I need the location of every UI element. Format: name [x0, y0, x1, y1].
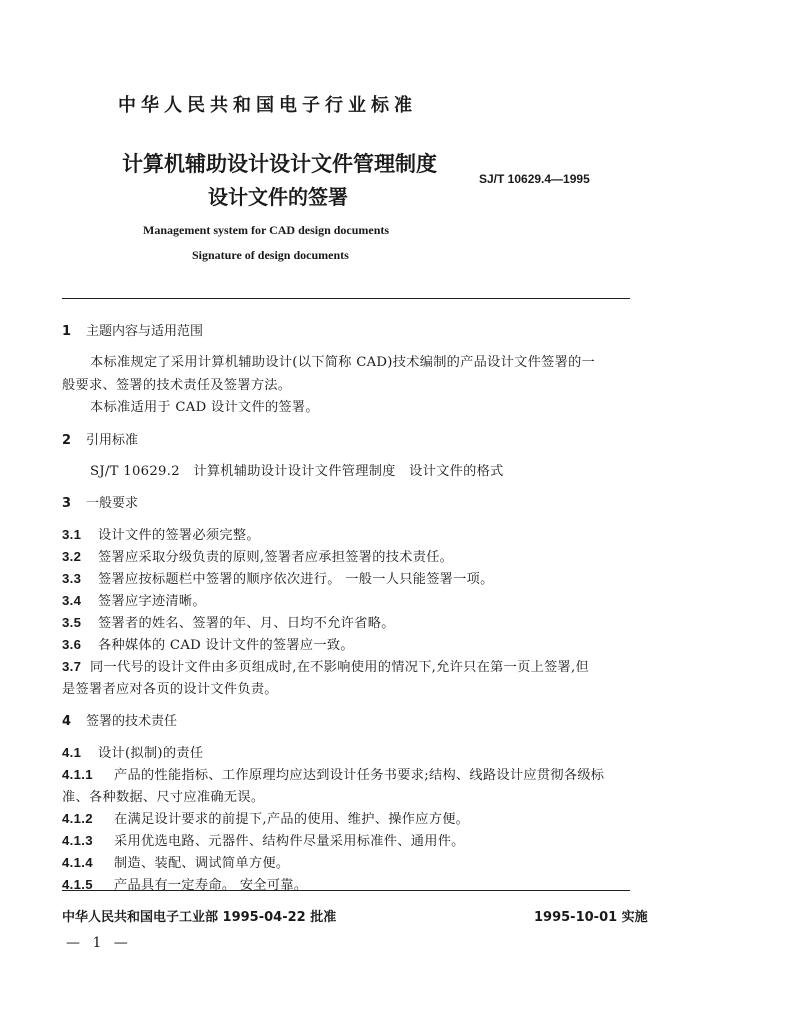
english-title-2: Signature of design documents: [192, 248, 349, 262]
section-title: 签署的技术责任: [86, 714, 178, 729]
item-text: 制造、装配、调试简单方便。: [114, 856, 290, 871]
item-number: 3.4: [62, 593, 82, 608]
paragraph-cont: 般要求、签署的技术责任及签署方法。: [62, 378, 292, 393]
list-item: [62, 590, 206, 609]
list-item: [62, 524, 260, 543]
title-line-2: 设计文件的签署: [208, 185, 348, 209]
footer-divider: [62, 890, 630, 891]
list-item: [62, 830, 465, 849]
section-title: 一般要求: [86, 496, 139, 511]
item-number: 3.3: [62, 571, 82, 586]
section-2-heading: [62, 429, 138, 448]
item-number: 4.1: [62, 745, 82, 760]
item-number: 4.1.2: [62, 811, 93, 826]
issuing-authority: 中华人民共和国电子行业标准: [118, 95, 417, 116]
item-number: 4.1.4: [62, 855, 93, 870]
section-title: 引用标准: [86, 433, 139, 448]
list-item-cont: 准、各种数据、尺寸应准确无误。: [62, 790, 265, 805]
section-number: 3: [62, 496, 72, 511]
item-text: 设计文件的签署必须完整。: [98, 528, 260, 543]
subsection-heading: [62, 742, 203, 761]
item-number: 4.1.5: [62, 877, 93, 892]
item-text: 采用优选电路、元器件、结构件尽量采用标准件、通用件。: [114, 834, 465, 849]
paragraph: 本标准适用于 CAD 设计文件的签署。: [90, 400, 319, 415]
implementation-date: 1995-10-01 实施: [534, 910, 648, 925]
section-number: 2: [62, 433, 72, 448]
item-text: 签署应字迹清晰。: [98, 594, 206, 609]
list-item-cont: 是签署者应对各页的设计文件负责。: [62, 682, 278, 697]
list-item: [62, 612, 395, 631]
english-title-1: Management system for CAD design documents: [143, 223, 390, 237]
item-text: 各种媒体的 CAD 设计文件的签署应一致。: [98, 638, 354, 653]
list-item: [62, 808, 469, 827]
list-item: [62, 852, 289, 871]
item-text: 产品具有一定寿命。 安全可靠。: [114, 878, 308, 893]
item-text: 签署应按标题栏中签署的顺序依次进行。 一般一人只能签署一项。: [98, 572, 494, 587]
standard-code: SJ/T 10629.4—1995: [479, 172, 590, 186]
title-line-1: 计算机辅助设计设计文件管理制度: [122, 152, 437, 176]
reference-item: SJ/T 10629.2 计算机辅助设计设计文件管理制度 设计文件的格式: [90, 464, 504, 479]
item-number: 3.5: [62, 615, 82, 630]
item-number: 4.1.3: [62, 833, 93, 848]
list-item: [62, 764, 604, 783]
list-item: [62, 656, 589, 675]
list-item: [62, 546, 453, 565]
list-item: [62, 568, 494, 587]
section-4-heading: [62, 710, 177, 729]
item-number: 3.7: [62, 659, 82, 674]
item-text: 在满足设计要求的前提下,产品的使用、维护、操作应方便。: [114, 812, 470, 827]
header-divider: [62, 298, 630, 299]
item-text: 设计(拟制)的责任: [98, 746, 204, 761]
list-item: [62, 634, 354, 653]
item-number: 3.2: [62, 549, 82, 564]
item-number: 3.1: [62, 527, 82, 542]
section-3-heading: [62, 492, 138, 511]
approval-statement: 中华人民共和国电子工业部 1995-04-22 批准: [62, 910, 337, 925]
paragraph: 本标准规定了采用计算机辅助设计(以下简称 CAD)技术编制的产品设计文件签署的一: [90, 355, 596, 370]
section-number: 1: [62, 324, 72, 339]
section-title: 主题内容与适用范围: [86, 324, 204, 339]
item-number: 4.1.1: [62, 767, 93, 782]
item-number: 3.6: [62, 637, 82, 652]
item-text: 签署应采取分级负责的原则,签署者应承担签署的技术责任。: [98, 550, 454, 565]
page-number: — 1 —: [66, 935, 132, 951]
section-1-heading: [62, 320, 203, 339]
section-number: 4: [62, 714, 72, 729]
item-text: 产品的性能指标、工作原理均应达到设计任务书要求;结构、线路设计应贯彻各级标: [114, 768, 605, 783]
item-text: 签署者的姓名、签署的年、月、日均不允许省略。: [98, 616, 395, 631]
item-text: 同一代号的设计文件由多页组成时,在不影响使用的情况下,允许只在第一页上签署,但: [90, 660, 590, 675]
